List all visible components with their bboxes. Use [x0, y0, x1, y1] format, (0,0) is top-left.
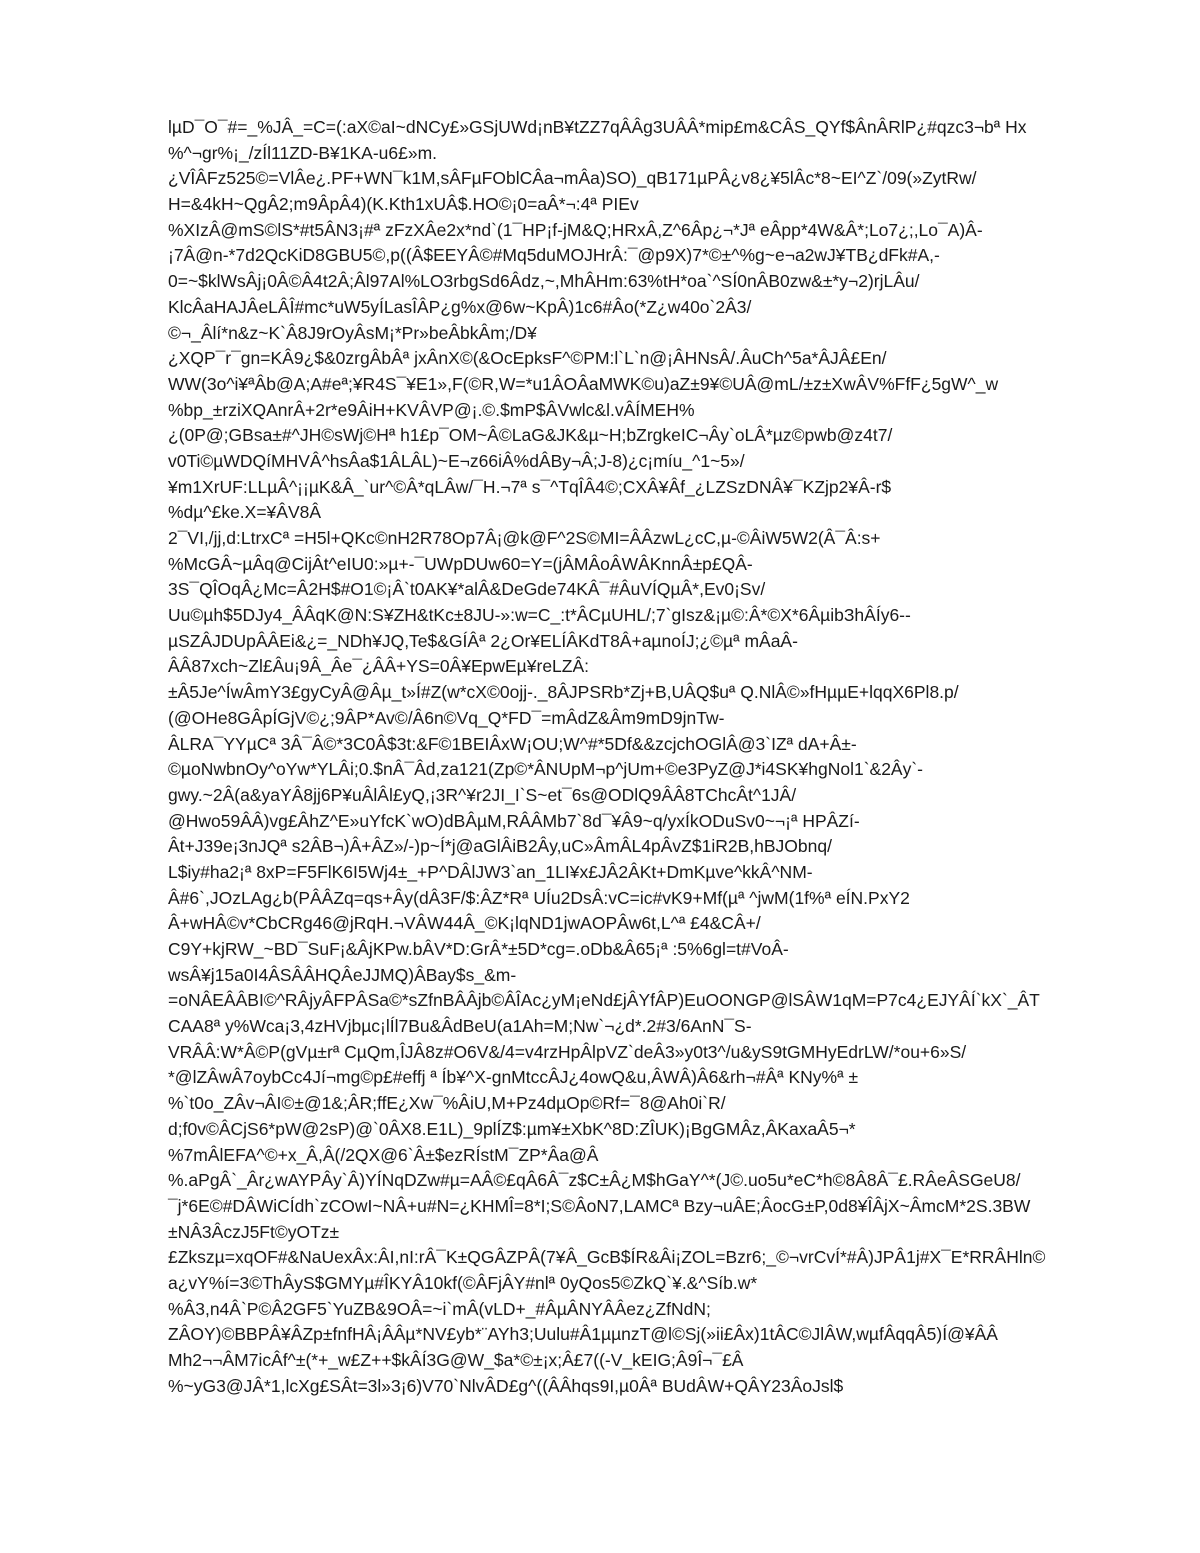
text-line: 3S¯QÎOqÂ¿Mc=Â2H$#O1©¡Â`t0AK¥*alÂ&DeGde74KÂ¯#ÂuVÍQµÂ*,Ev0¡Sv/ [168, 579, 766, 600]
text-line: ¿VÎÂFz525©=VlÂe¿.PF+WN¯k1M,sÂFµFOblCÂa¬mÂa)SO)_qB171µPÂ¿v8¿¥5lÂc*8~EI^Z`/09(»ZytRw/ [168, 168, 977, 189]
text-line: ©µoNwbnOy^oYw*YLÂi;0.$nÂ¯Âd,za121(Zp©*ÂNUpM¬p^jUm+©e3PyZ@J*i4SK¥hgNol1`&2Ây`- [168, 759, 924, 780]
text-line: lµD¯O¯#=_%JÂ_=C=(:aX©aI~dNCy£»GSjUWd¡nB¥tZZ7qÂÂg3UÂÂ*mip£m&CÂS_QYf$ÂnÂRlP¿#qzc3¬bª Hx [168, 117, 1027, 137]
text-line: wsÂ¥j15a0I4ÂSÂÂHQÂeJJMQ)ÂBay$s_&m- [168, 964, 517, 985]
text-line: @Hwo59ÂÂ)vg£ÂhZ^E»uYfcK`wO)dBÂµM,RÂÂMb7`8d¯¥Â9~q/yxÍkODuSv0~¬¡ª HPÂZí- [168, 810, 860, 831]
text-line: ¥m1XrUF:LLµÂ^¡¡µK&Â_`ur^©Â*qLÂw/¯H.¬7ª s¯^TqÎÂ4©;CXÂ¥Âf_¿LZSzDNÂ¥¯KZjp2¥Â-r$ [168, 476, 892, 497]
text-line: %`t0o_ZÂv¬ÂI©±@1&;ÂR;ffE¿Xw¯%ÂiU,M+Pz4dµOp©Rf=¯8@Ah0i`R/ [168, 1093, 726, 1114]
text-line: Â+wHÂ©v*CbCRg46@jRqH.¬VÂW44Â_©K¡lqND1jwAOPÂw6t,L^ª £4&CÂ+/ [168, 913, 761, 934]
text-line: ±Â5Je^ÍwÂmY3£gyCyÂ@Âµ_t»Í#Z(w*cX©0ojj-._8ÂJPSRb*Zj+B,UÂQ$uª Q.NlÂ©»fHµµE+lqqX6Pl8.p/ [168, 682, 959, 703]
text-line: C9Y+kjRW_~BD¯SuF¡&ÂjKPw.bÂV*D:GrÂ*±5D*cg=.oDb&Â65¡ª :5%6gl=t#VoÂ- [168, 939, 789, 959]
text-line: %Â3,n4Â`P©Â2GF5`YuZB&9OÂ=~i`mÂ(vLD+_#ÂµÂNYÂÂez¿ZfNdN; [168, 1298, 711, 1319]
text-line: Uu©µh$5DJy4_ÂÂqK@N:S¥ZH&tKc±8JU-»:w=C_:t*ÂCµUHL/;7`gIsz&¡µ©:Â*©X*6ÂµibЗhÂÍy6-- [168, 605, 911, 626]
garbled-text-block [168, 115, 1128, 1399]
text-line: KlcÂaHAJÂeLÂÎ#mc*uW5yÍLasÎÂP¿g%x@6w~KpÂ)1c6#Âo(*Z¿w40o`2Â3/ [168, 296, 752, 317]
text-line: ¡7Â@n-*7d2QcKiD8GBU5©,p((Â$EEYÂ©#Mq5duMOJHrÂ:¯@p9X)7*©±^%g~e¬a2wJ¥TB¿dFk#A,- [168, 245, 940, 266]
text-line: v0Ti©µWDQíMHVÂ^hsÂa$1ÂLÂL)~E¬z66iÂ%dÂBy¬Â;J-8)¿c¡míu_^1~5»/ [168, 450, 745, 471]
text-line: VRÂÂ:W*Â©P(gVµ±rª CµQm,ÎJÂ8z#O6V&/4=v4rzHpÂlpVZ`deÂ3»y0t3^/u&yS9tGMHyEdrLW/*ou+6»S/ [168, 1041, 967, 1062]
text-line: %~yG3@JÂ*1,lcXg£SÂt=3l»3¡6)V70`NlvÂD£g^((ÂÂhqs9I,µ0Âª BUdÂW+QÂY23ÂoJsl$ [168, 1375, 844, 1396]
text-line: =oNÂEÂÂBI©^RÂjyÂFPÂSa©*sZfnBÂÂjb©ÂÎAc¿yM¡eNd£jÂYfÂP)EuOONGP@lSÂW1qM=P7c4¿EJYÂÍ`kX`_ÂT [168, 990, 1040, 1011]
text-line: ¿(0P@;GBsa±#^JH©sWj©Hª h1£p¯OM~Â©LaG&JK&µ~H;bZrgkeIC¬Ây`oLÂ*µz©pwb@z4t7/ [168, 425, 893, 446]
text-line: 2¯VI,/jj,d:LtrxCª =H5l+QKc©nH2R78Op7Â¡@k@F^2S©MI=ÂÂzwL¿cC,µ-©ÂiW5W2(Â¯Â:s+ [168, 528, 881, 548]
text-line: ÂLRA¯YYµCª 3Â¯Â©*3C0Â$3t:&F©1BEIÂxW¡OU;W^#*5Df&&zcjchOGlÂ@3`IZª dA+Â±- [168, 733, 857, 754]
text-line: Ât+J39e¡3nJQª s2ÂB¬)Â+ÂZ»/-)p~Í*j@aGlÂiB2Ây,uC»ÂmÂL4pÂvZ$1iR2B,hBJObnq/ [168, 836, 832, 857]
text-line: ZÂOY)©BBPÂ¥ÂZp±fnfHÂ¡ÂÂµ*NV£yb*¨AYh3;Uulu#Â1µµnzT@l©Sj(»ii£Âx)1tÂC©JlÂW,wµfÂqqÂ5)Í@¥ÂÂ [168, 1324, 998, 1345]
text-line: WW(3o^i¥ªÂb@A;A#eª;¥R4S¯¥E1»,F(©R,W=*u1ÂOÂaMWK©u)aZ±9¥©UÂ@mL/±z±XwÂV%FfF¿5gW^_w [168, 373, 999, 394]
text-line: d;f0v©ÂCjS6*pW@2sP)@`0ÂX8.E1L)_9plÍZ$:µm¥±XbK^8D:ZÎUK)¡BgGMÂz,ÂKaxaÂ5¬* [168, 1118, 856, 1139]
text-line: ±NÂ3ÂczJ5Ft©yOTz± [168, 1221, 340, 1242]
text-line: %McGÂ~µÂq@CijÂt^eIU0:»µ+-¯UWpDUw60=Y=(jÂMÂoÂWÂKnnÂ±p£QÂ- [168, 553, 753, 574]
text-line: ¯j*6E©#DÂWiCÍdh`zCOwI~NÂ+u#N=¿KHMÎ=8*I;S©ÂoN7,LAMCª Bzy¬uÂE;ÂocG±P,0d8¥ÎÂjX~ÂmcM*2S.3BW [168, 1195, 1031, 1216]
text-line: gwy.~2Â(a&yaYÂ8jj6P¥uÂlÂl£yQ,¡3R^¥r2JI_I`S~et¯6s@ODlQ9ÂÂ8TChcÂt^1JÂ/ [168, 784, 797, 805]
text-line: ¿XQP¯r¯gn=KÂ9¿$&0zrgÂbÂª jxÂnX©(&OcEpksF^©PM:l`L`n@¡ÂHNsÂ/.ÂuCh^5a*ÂJÂ£En/ [168, 348, 887, 369]
text-line: 0=~$klWsÂj¡0Â©Â4t2Â;Âl97Al%LO3rbgSd6Âdz,~,MhÂHm:63%tH*oa`^SÍ0nÂB0zw&±*y¬2)rjLÂu/ [168, 271, 920, 292]
text-line: %XIzÂ@mS©lS*#t5ÂN3¡#ª zFzXÂe2x*nd`(1¯HP¡f-jM&Q;HRxÂ,Z^6Âp¿¬*Jª eÂpp*4W&Â*;Lo7¿;,Lo¯A)Â- [168, 219, 983, 240]
text-line: Mh2¬¬ÂM7icÂf^±(*+_w£Z++$kÂÍ3G@W_$a*©±¡x;Â£7((-V_kEIG;Â9Î¬¯£Â [168, 1350, 744, 1370]
text-line: ÂÂ87xch~Zl£Âu¡9Â_Âe¯¿ÂÂ+YS=0Â¥EpwEµ¥reLZÂ: [168, 656, 590, 677]
text-line: µSZÂJDUpÂÂEi&¿=_NDh¥JQ,Te$&GÍÂª 2¿Or¥ELÍÂKdT8Â+aµnoÍJ;¿©µª mÂaÂ- [168, 630, 798, 651]
text-line: %7mÂlEFA^©+x_Â,Â(/2QX@6`Â±$ezRÍstM¯ZP*Âa@Â [168, 1144, 599, 1165]
text-line: £Zkszµ=xqOF#&NaUexÂx:ÂI,nI:rÂ¯K±QGÂZPÂ(7¥Â_GcB$ÍR&Âi¡ZOL=Bzr6;_©¬vrCvÍ*#Â)JPÂ1j#X¯E*RRÂHln© [168, 1247, 1046, 1268]
text-line: L$iy#ha2¡ª 8xP=F5FlK6I5Wj4±_+P^DÂlJW3`an_1LI¥x£JÂ2ÂKt+DmKµve^kkÂ^NM- [168, 861, 813, 882]
text-line: a¿vY%í=3©ThÂyS$GMYµ#ÎKYÂ10kf(©ÂFjÂY#nlª 0yQos5©ZkQ`¥.&^Síb.w* [168, 1272, 758, 1293]
text-line: CAA8ª y%Wca¡3,4zHVjbµc¡lÍl7Bu&ÂdBeU(a1Ah=M;Nw`¬¿d*.2#3/6AnN¯S- [168, 1016, 752, 1037]
text-line: H=&4kH~QgÂ2;m9ÂpÂ4)(K.Kth1xUÂ$.HO©¡0=aÂ*¬:4ª PIEv [168, 194, 639, 215]
text-line: %dµ^£ke.X=¥ÂV8Â [168, 502, 322, 523]
text-line: %bp_±rziXQAnrÂ+2r*e9ÂiH+KVÂVP@¡.©.$mP$ÂVwlc&l.vÂÍMEH% [168, 399, 695, 420]
text-line: (@OHe8GÂpÍGjV©¿;9ÂP*Av©/Â6n©Vq_Q*FD¯=mÂdZ&Âm9mD9jnTw- [168, 707, 725, 728]
text-line: *@lZÂwÂ7oybCc4Jí¬mg©p£#effj ª Íb¥^X-gnMtccÂJ¿4owQ&u,ÂWÂ)Â6&rh¬#Âª KNy%ª ± [168, 1067, 859, 1088]
text-line: %.aPgÂ`_Âr¿wAYPÂy`Â)YÍNqDZw#µ=AÂ©£qÂ6Â¯z$C±Â¿M$hGaY^*(J©.uo5u*eC*h©8Â8Â¯£.RÂeÂSGeU8/ [168, 1170, 1021, 1191]
text-line: %^¬gr%¡_/zÍl11ZD-B¥1KA-u6£»m. [168, 142, 438, 163]
text-line: ©¬_Âlí*n&z~K`Â8J9rOyÂsM¡*Pr»beÂbkÂm;/D¥ [168, 322, 537, 343]
text-line: Â#6`,JOzLAg¿b(PÂÂZq=qs+Ây(dÂ3F/$:ÂZ*Rª UÍu2DsÂ:vC=ic#vK9+Mf(µª ^jwM(1f%ª eÍN.PxY2 [168, 887, 910, 908]
